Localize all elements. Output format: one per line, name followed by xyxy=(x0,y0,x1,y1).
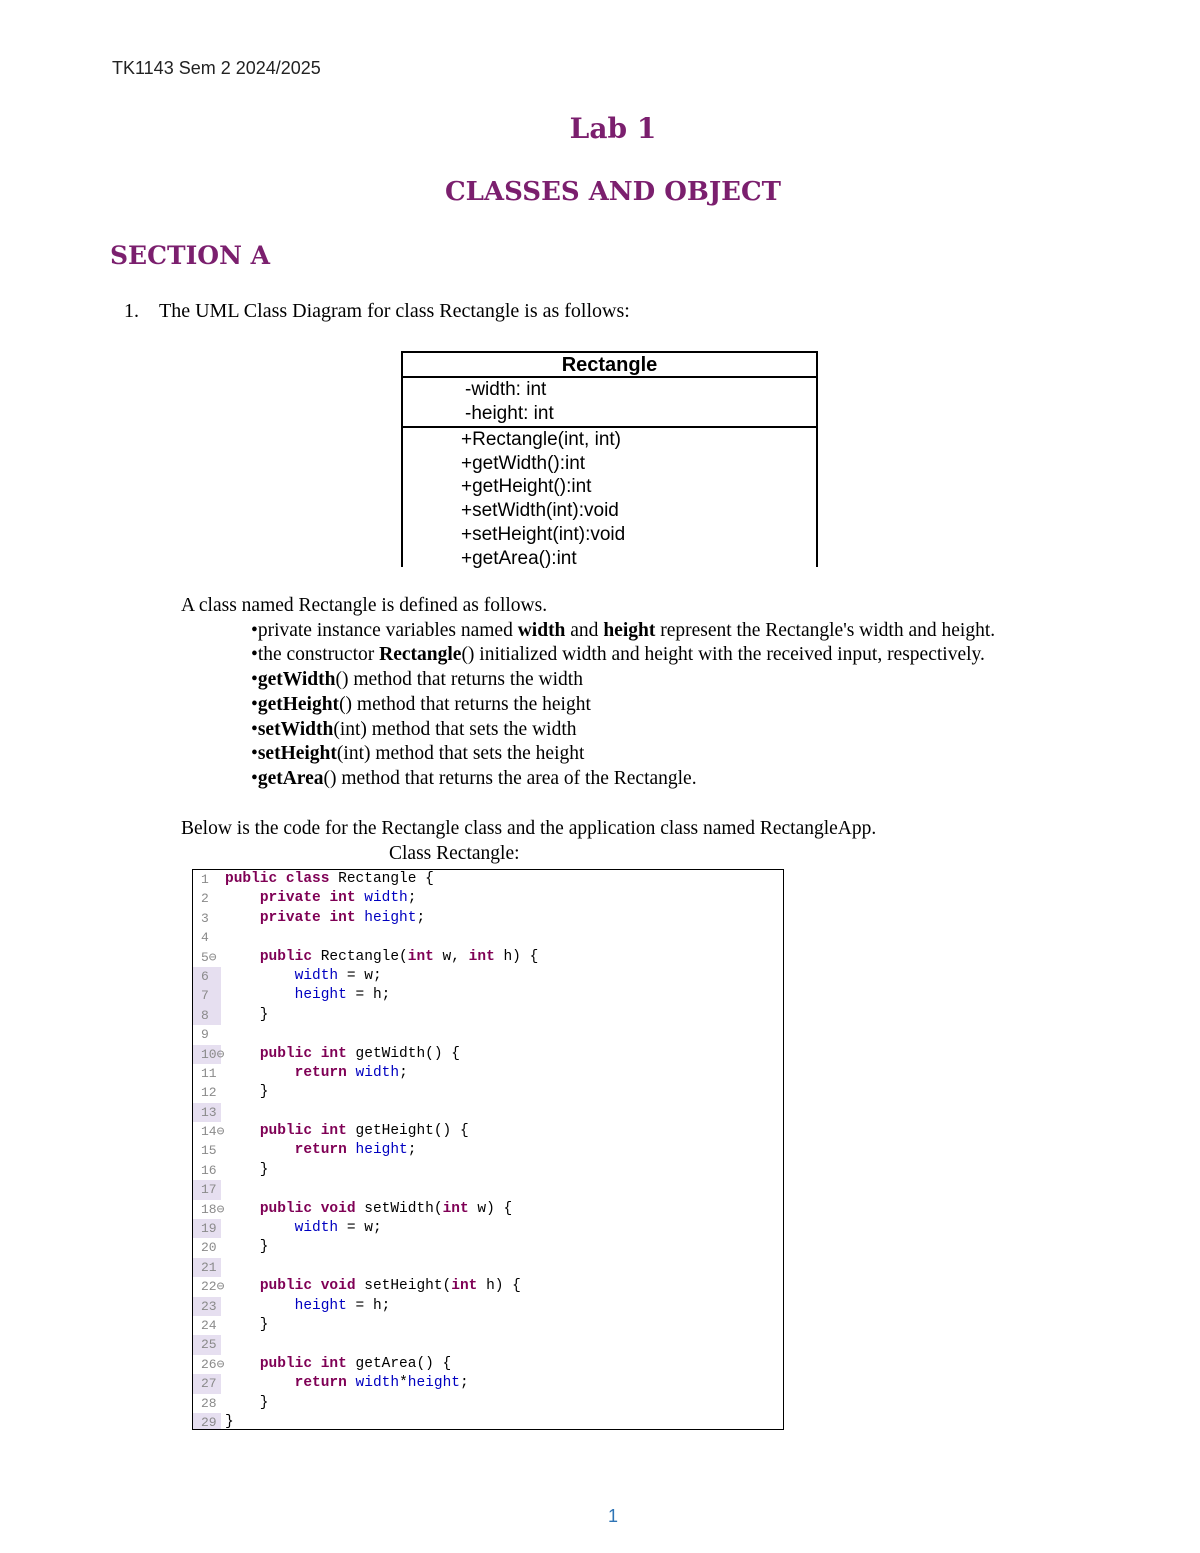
code-text: public Rectangle(int w, int h) { xyxy=(259,948,539,965)
topic-title: CLASSES AND OBJECT xyxy=(444,177,782,207)
uml-method: +getHeight():int xyxy=(461,476,592,498)
code-line xyxy=(193,1045,783,1064)
code-line xyxy=(193,1103,783,1122)
code-line xyxy=(193,1394,783,1413)
uml-attribute: -width: int xyxy=(465,379,547,400)
class-description xyxy=(181,594,995,792)
code-text: public void setWidth(int w) { xyxy=(259,1200,513,1217)
code-text: height = h; xyxy=(294,987,391,1004)
code-text: public class Rectangle { xyxy=(225,871,434,887)
description-bullets xyxy=(181,619,995,792)
code-line xyxy=(193,1374,783,1393)
question-1 xyxy=(124,300,630,323)
code-listing xyxy=(192,869,784,1430)
code-text: return width*height; xyxy=(294,1375,469,1392)
code-text: } xyxy=(225,1394,269,1411)
code-line xyxy=(193,1064,783,1083)
code-line xyxy=(193,1180,783,1199)
code-intro: Below is the code for the Rectangle class and the application class named RectangleApp. xyxy=(181,818,877,839)
uml-method: +setWidth(int):void xyxy=(461,500,619,522)
line-number: 3 xyxy=(201,910,209,926)
page-number: 1 xyxy=(607,1506,618,1526)
bullet-item: • setHeight(int) method that sets the height xyxy=(251,742,995,767)
line-number: 5⊖ xyxy=(201,949,217,965)
code-caption: Class Rectangle: xyxy=(389,843,520,864)
code-line xyxy=(193,1316,783,1335)
line-number: 10⊖ xyxy=(193,1045,221,1064)
line-number: 27 xyxy=(193,1374,221,1393)
code-line xyxy=(193,1122,783,1141)
line-number: 21 xyxy=(193,1258,221,1277)
code-line xyxy=(193,1200,783,1219)
code-line xyxy=(193,967,783,986)
line-number: 25 xyxy=(193,1335,221,1354)
line-number: 7 xyxy=(193,986,221,1005)
uml-class-diagram xyxy=(401,351,818,567)
line-number: 18⊖ xyxy=(201,1201,225,1217)
code-text: public int getArea() { xyxy=(259,1355,452,1372)
line-number: 22⊖ xyxy=(201,1279,225,1295)
course-header: TK1143 Sem 2 2024/2025 xyxy=(112,58,321,78)
line-number: 9 xyxy=(201,1027,209,1043)
line-number: 8 xyxy=(193,1006,221,1025)
line-number: 17 xyxy=(193,1180,221,1199)
code-line xyxy=(193,1161,783,1180)
code-text: return height; xyxy=(294,1142,417,1159)
bullet-item: • getWidth() method that returns the width xyxy=(251,668,995,693)
code-line xyxy=(193,1258,783,1277)
code-text: } xyxy=(225,1413,234,1430)
code-line xyxy=(193,889,783,908)
code-text: private int height; xyxy=(259,909,426,926)
line-number: 13 xyxy=(193,1103,221,1122)
code-text: public int getWidth() { xyxy=(259,1045,460,1062)
code-text: } xyxy=(225,1239,269,1256)
code-line xyxy=(193,909,783,928)
code-line xyxy=(193,928,783,947)
code-text: private int width; xyxy=(259,890,417,907)
uml-method: +Rectangle(int, int) xyxy=(461,429,621,450)
code-text: height = h; xyxy=(294,1297,391,1314)
code-line xyxy=(193,1025,783,1044)
line-number: 16 xyxy=(201,1162,217,1178)
line-number: 24 xyxy=(201,1317,217,1333)
line-number: 23 xyxy=(193,1297,221,1316)
bullet-item: • setWidth(int) method that sets the width xyxy=(251,718,995,743)
code-line xyxy=(193,1413,783,1430)
code-line xyxy=(193,1335,783,1354)
bullet-item: • private instance variables named width and height represent the Rectangle's width and height. xyxy=(251,619,995,644)
code-text: } xyxy=(225,1084,269,1101)
code-text: } xyxy=(225,1006,269,1023)
code-line xyxy=(193,1355,783,1374)
code-text: public int getHeight() { xyxy=(259,1123,469,1140)
question-number: 1. xyxy=(124,300,139,322)
line-number: 28 xyxy=(201,1395,217,1411)
code-text: } xyxy=(225,1316,269,1333)
uml-method: +getWidth():int xyxy=(461,452,586,474)
line-number: 12 xyxy=(201,1085,217,1101)
code-text: width = w; xyxy=(294,967,382,984)
code-line xyxy=(193,870,783,889)
code-line xyxy=(193,1219,783,1238)
uml-attribute: -height: int xyxy=(465,403,554,424)
code-text: } xyxy=(225,1161,269,1178)
line-number: 26⊖ xyxy=(201,1356,225,1372)
code-line xyxy=(193,1006,783,1025)
line-number: 14⊖ xyxy=(201,1124,225,1140)
bullet-item: • the constructor Rectangle() initialized width and height with the received input, respectively. xyxy=(251,643,995,668)
line-number: 2 xyxy=(201,891,209,907)
question-text: The UML Class Diagram for class Rectangle is as follows: xyxy=(159,300,630,322)
code-line xyxy=(193,1238,783,1257)
description-intro: A class named Rectangle is defined as follows. xyxy=(181,595,548,616)
bullet-item: • getArea() method that returns the area of the Rectangle. xyxy=(251,767,995,792)
line-number: 11 xyxy=(201,1065,217,1081)
code-line xyxy=(193,1297,783,1316)
code-line xyxy=(193,1277,783,1296)
code-text: width = w; xyxy=(294,1220,382,1237)
code-line xyxy=(193,986,783,1005)
uml-methods xyxy=(403,428,816,570)
section-heading: SECTION A xyxy=(110,241,271,270)
line-number: 19 xyxy=(193,1219,221,1238)
line-number: 4 xyxy=(201,930,209,946)
uml-attributes xyxy=(403,378,816,428)
bullet-item: • getHeight() method that returns the height xyxy=(251,693,995,718)
line-number: 20 xyxy=(201,1240,217,1256)
line-number: 29 xyxy=(193,1413,221,1430)
uml-method: +getArea():int xyxy=(461,547,577,569)
line-number: 6 xyxy=(193,967,221,986)
uml-class-name: Rectangle xyxy=(403,353,816,378)
code-line xyxy=(193,1083,783,1102)
uml-method: +setHeight(int):void xyxy=(461,523,626,545)
code-line xyxy=(193,948,783,967)
code-text: return width; xyxy=(294,1064,408,1081)
line-number: 15 xyxy=(201,1143,217,1159)
line-number: 1 xyxy=(201,872,209,887)
code-text: public void setHeight(int h) { xyxy=(259,1278,521,1295)
code-line xyxy=(193,1141,783,1160)
lab-title: Lab 1 xyxy=(569,112,657,145)
